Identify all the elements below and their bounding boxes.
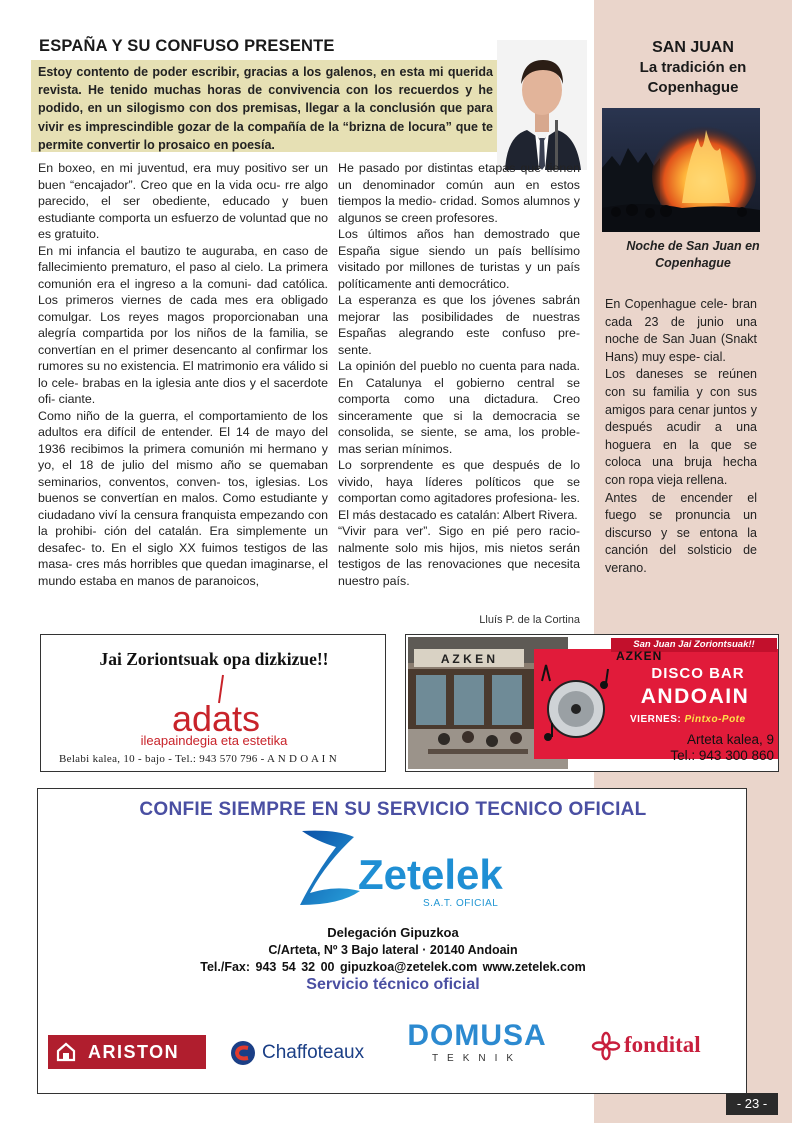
azken-phone: Tel.: 943 300 860 bbox=[670, 748, 774, 763]
article-paragraph: En mi infancia el bautizo te auguraba, en caso de fallecimiento prematuro, el paso al cielo. La primera comunión era el ingreso a la comuni- dad católica. Los primeros viernes de cada mes era obligado comulgar. Los reyes magos proporcionaban una alegría compartida por los niños de la familia, se convertían en el primer desencanto al confirmar los rumores su no existencia. El matrimonio era válido si lo cele- brabas en la iglesia ante dios y el sacerdote ofi- ciante. bbox=[38, 243, 328, 406]
sidebar-title bbox=[600, 38, 786, 98]
photo-caption-line1: Noche de San Juan en bbox=[626, 239, 760, 253]
zetelek-ad bbox=[37, 788, 747, 1094]
article-paragraph: He pasado por distintas etapas que tienen un denominador común aun en estos tiempos la medio- cridad. Somos alumnos y algunos se creen profesores. bbox=[338, 161, 580, 225]
house-icon bbox=[56, 1042, 76, 1062]
domusa-teknik: TEKNIK bbox=[431, 1053, 523, 1064]
bonfire-photo bbox=[602, 108, 760, 232]
ariston-logo bbox=[48, 1035, 206, 1069]
chaffoteaux-mark-icon bbox=[230, 1040, 256, 1066]
zetelek-service: Servicio técnico oficial bbox=[306, 976, 480, 993]
adats-logo bbox=[171, 673, 261, 741]
adats-footer: Belabi kalea, 10 - bajo - Tel.: 943 570 796 - A N D O A I N bbox=[59, 753, 337, 765]
azken-ad bbox=[405, 634, 779, 772]
viernes-label: VIERNES: bbox=[630, 714, 682, 725]
sidebar-paragraph: En Copenhague cele- bran cada 23 de junio una noche de San Juan (Snakt Hans) muy espe- cial. bbox=[605, 297, 757, 364]
azken-address: Arteta kalea, 9 bbox=[686, 732, 774, 747]
zetelek-delegation: Delegación Gipuzkoa bbox=[327, 925, 459, 940]
author-portrait bbox=[497, 40, 587, 170]
azken-disco-bar: DISCO BAR bbox=[651, 665, 745, 682]
sidebar-heading: SAN JUAN bbox=[652, 39, 734, 56]
chaffoteaux-text: Chaffoteaux bbox=[262, 1042, 365, 1063]
zetelek-wordmark: Zetelek bbox=[358, 851, 503, 898]
adats-headline: Jai Zoriontsuak opa dizkizue!! bbox=[99, 649, 329, 669]
sidebar-body bbox=[605, 296, 757, 578]
chaffoteaux-logo bbox=[230, 1038, 364, 1068]
page-number: - 23 - bbox=[726, 1093, 778, 1115]
adats-brand: adats bbox=[171, 698, 261, 739]
article-column-1 bbox=[38, 160, 328, 589]
sidebar-subtitle-line1: La tradición en bbox=[639, 59, 747, 76]
article-paragraph: Como niño de la guerra, el comportamiento de los adultos era difícil de entender. El 14 de mayo del 1936 recibimos la primera comunión mi hermano y yo, el 18 de julio del mismo año se quemaban seminarios, conventos, conven- tos, iglesias. Los buenos se convertían en malos. Como estudiante y ciudadano viví la censura franquista empezando con la prohibi- ción del catalán. Era simplemente un desafec- to. En el siglo XX fuimos testigos de las masa- cres más horribles que quedan imaginarse, el mundo estaba en manos de paranoicos, bbox=[38, 408, 328, 588]
ariston-text: ARISTON bbox=[88, 1042, 180, 1062]
azken-banner: San Juan Jai Zoriontsuak!! bbox=[611, 638, 777, 652]
zetelek-contact: Tel./Fax: 943 54 32 00 gipuzkoa@zetelek.com www.zetelek.com bbox=[200, 960, 586, 974]
article-paragraph: “Vivir para ver”. Sigo en pié pero racio- nalmente solo mis hijos, mis nietos serán testigos de las renovaciones que necesita nuestro país. bbox=[338, 524, 580, 588]
fondital-text: fondital bbox=[624, 1032, 701, 1057]
article-paragraph: Los últimos años han demostrado que España sigue siendo un país bellísimo visitado por millones de turistas y un país políticamente anti democrático. bbox=[338, 227, 580, 291]
zetelek-address: C/Arteta, Nº 3 Bajo lateral · 20140 Andoain bbox=[268, 943, 518, 957]
article-lead: Estoy contento de poder escribir, gracias a los galenos, en esta mi querida revista. He tenido muchas horas de convivencia con los recuerdos y he podido, en un silogismo con dos premisas, llegar a la conclusión que para vivir es imprescindible gozar de la compañía de la “brizna de locura” que te permite convertir lo prosaico en poesía. bbox=[38, 65, 493, 152]
bar-sign: A Z K E N bbox=[440, 652, 496, 666]
azken-andoain: ANDOAIN bbox=[640, 685, 750, 708]
article-paragraph: La opinión del pueblo no cuenta para nada. En Catalunya el gobierno central se comporta como una dictadura. Creo sinceramente que si la democracia se consolida, se siente, se ama, los proble- mas serian mínimos. bbox=[338, 359, 580, 456]
adats-ad bbox=[40, 634, 386, 772]
fondital-flower-icon bbox=[592, 1032, 620, 1060]
vinyl-record-icon bbox=[536, 651, 622, 759]
article-author: Lluís P. de la Cortina bbox=[479, 614, 580, 626]
article-paragraph: La esperanza es que los jóvenes sabrán mejorar las posibilidades de nuestras Españas alegrando este confuso pre- sente. bbox=[338, 293, 580, 357]
photo-caption bbox=[600, 238, 786, 272]
article-title: ESPAÑA Y SU CONFUSO PRESENTE bbox=[39, 37, 335, 55]
azken-logo-text: AZKEN bbox=[616, 649, 663, 663]
zetelek-sat: S.A.T. OFICIAL bbox=[423, 898, 499, 909]
article-paragraph: Lo sorprendente es que después de lo vivido, haya líderes políticos que se comportan como agitadores profesiona- les. El más destacado es catalán: Albert Rivera. bbox=[338, 458, 580, 522]
domusa-logo: DOMUSA bbox=[407, 1019, 547, 1052]
photo-caption-line2: Copenhague bbox=[655, 256, 731, 270]
sidebar-subtitle-line2: Copenhague bbox=[647, 79, 739, 96]
viernes-value: Pintxo-Pote bbox=[684, 714, 746, 725]
zetelek-headline: CONFIE SIEMPRE EN SU SERVICIO TECNICO OFICIAL bbox=[139, 799, 647, 820]
adats-tagline: ileapaindegia eta estetika bbox=[140, 733, 288, 748]
sidebar-paragraph: Los daneses se reúnen con su familia y con sus amigos para cenar juntos y después acudir a una hoguera en la que se coloca una bruja hecha con ropa vieja rellena. bbox=[605, 367, 757, 487]
azken-viernes bbox=[630, 714, 746, 725]
article-paragraph: En boxeo, en mi juventud, era muy positivo ser un buen “encajador”. Creo que en la vida ocu- rre algo parecido, el ser obediente, educado y buen estudiante comporta un esfuerzo de voluntad que no es gratuito. bbox=[38, 161, 328, 241]
fondital-logo bbox=[592, 1029, 701, 1061]
sidebar-paragraph: Antes de encender el fuego se pronuncia un discurso y se entona la canción del solsticio de verano. bbox=[605, 490, 757, 575]
article-column-2 bbox=[338, 160, 580, 589]
